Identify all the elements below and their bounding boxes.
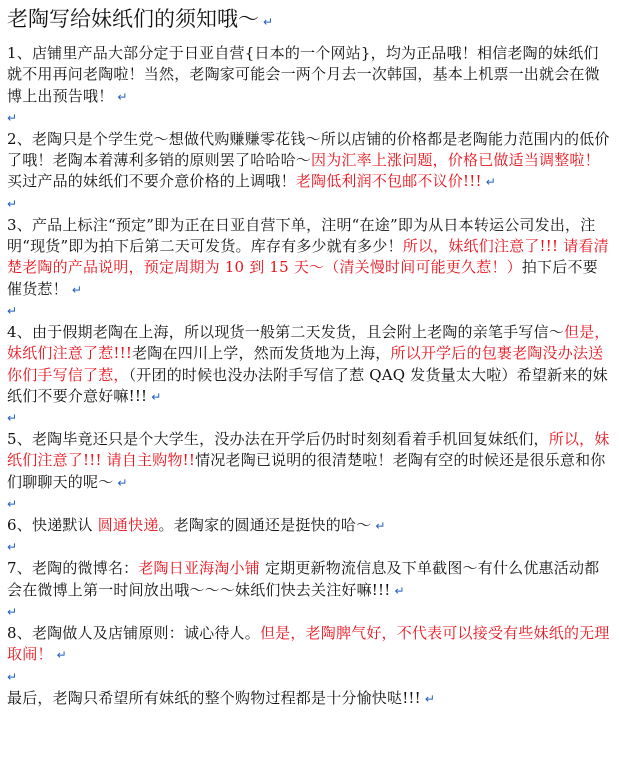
p6-highlight-1: 圆通快递 [97, 516, 159, 535]
empty-line [7, 494, 611, 515]
p5-highlight-1: 所以，妹纸们注意了!!! 请自主购物!! [7, 430, 610, 470]
paragraph-8 [7, 623, 611, 667]
paragraph-mark-icon: ↵ [485, 175, 496, 190]
paragraph-mark-icon: ↵ [56, 648, 67, 663]
p6-text-1: 6、快递默认 [7, 516, 93, 535]
p4-text-1: 4、由于假期老陶在上海，所以现货一般第二天发货，且会附上老陶的亲笔手写信～ [7, 322, 564, 341]
empty-line [7, 194, 611, 215]
paragraph-mark-icon: ↵ [151, 389, 162, 404]
paragraph-7 [7, 558, 611, 602]
paragraph-5 [7, 429, 611, 494]
p8-text-1: 8、老陶做人及店铺原则：诚心待人。 [7, 623, 260, 642]
paragraph-mark-icon: ↵ [71, 282, 83, 297]
empty-line [7, 537, 611, 558]
paragraph-9 [7, 688, 611, 710]
p8-highlight-1: 但是，老陶脾气好，不代表可以接受有些妹纸的无理取闹！ [7, 623, 610, 664]
p7-highlight-1: 老陶日亚海淘小铺 [138, 559, 260, 578]
p2-text-1: 2、老陶只是个学生党～想做代购赚赚零花钱～所以店铺的价格都是老陶能力范围内的低价了哦！老陶本着薄利多销的原则罢了哈哈哈～ [7, 129, 610, 170]
empty-line [7, 301, 611, 322]
paragraph-mark-icon: ↵ [117, 89, 128, 104]
paragraph-mark-icon: ↵ [7, 196, 18, 211]
p3-highlight-1: 所以，妹纸们注意了!!! 请看清楚老陶的产品说明，预定周期为 10 到 15 天～（清关慢时间可能更久惹！） [7, 237, 609, 277]
p2-highlight-2: 老陶低利润不包邮不议价!!! [295, 172, 482, 191]
paragraph-mark-icon: ↵ [7, 669, 18, 684]
paragraph-mark-icon: ↵ [7, 540, 18, 555]
paragraph-mark-icon: ↵ [7, 110, 18, 125]
p7-text-1: 7、老陶的微博名： [7, 559, 139, 578]
paragraph-mark-icon: ↵ [263, 15, 274, 29]
paragraph-2 [7, 129, 611, 194]
paragraph-mark-icon: ↵ [424, 691, 436, 706]
paragraph-3 [7, 215, 611, 301]
p6-text-2: 。老陶家的圆通还是挺快的哈～ [158, 516, 372, 535]
paragraph-6 [7, 515, 611, 537]
p4-highlight-2: 所以开学后的包裹老陶没办法送你们手写信了惹， [7, 344, 604, 384]
p4-highlight-1: 但是，妹纸们注意了惹!!! [7, 322, 610, 363]
p5-text-1: 5、老陶毕竟还只是个大学生，没办法在开学后仍时时刻刻看着手机回复妹纸们， [7, 430, 549, 449]
p1-text: 1、店铺里产品大部分定于日亚自营{日本的一个网站}，均为正品哦！相信老陶的妹纸们就不用再问老陶啦！当然，老陶家可能会一两个月去一次韩国，基本上机票一出就会在微博上出预告哦！ [7, 44, 600, 105]
paragraph-mark-icon: ↵ [7, 604, 18, 619]
empty-line [7, 108, 611, 129]
empty-line [7, 602, 611, 623]
title-text: 老陶写给妹纸们的须知哦～ [7, 7, 259, 31]
paragraph-1 [7, 43, 611, 108]
p3-text-2: 拍下后不要催货惹！ [7, 258, 598, 298]
paragraph-mark-icon: ↵ [7, 497, 18, 512]
p4-text-3: （开团的时候也没办法附手写信了惹 QAQ 发货量太大啦）希望新来的妹纸们不要介意好嘛!!! [7, 365, 608, 405]
page-title [7, 4, 611, 37]
paragraph-mark-icon: ↵ [117, 475, 128, 490]
empty-line [7, 408, 611, 429]
p3-text-1: 3、产品上标注“预定”即为正在日亚自营下单，注明“在途”即为从日本转运公司发出，注明“现货”即为拍下后第二天可发货。库存有多少就有多少！ [7, 215, 596, 256]
paragraph-mark-icon: ↵ [7, 411, 18, 426]
p5-text-2: 情况老陶已说明的很清楚啦！老陶有空的时候还是很乐意和你们聊聊天的呢～ [7, 451, 606, 491]
p9-text-1: 最后，老陶只希望所有妹纸的整个购物过程都是十分愉快哒!!! [7, 688, 421, 707]
paragraph-mark-icon: ↵ [394, 583, 405, 598]
empty-line [7, 667, 611, 688]
p2-text-2: 买过产品的妹纸们不要介意价格的上调哦！ [7, 172, 296, 191]
p4-text-2: 老陶在四川上学，然而发货地为上海， [132, 344, 391, 363]
paragraph-4 [7, 322, 611, 408]
p2-highlight-1: 因为汇率上涨问题，价格已做适当调整啦！ [311, 151, 600, 170]
p7-text-2: 定期更新物流信息及下单截图～有什么优惠活动都会在微博上第一时间放出哦～～～妹纸们快去关注好嘛!!! [7, 559, 600, 599]
paragraph-mark-icon: ↵ [7, 303, 18, 318]
paragraph-mark-icon: ↵ [375, 519, 386, 534]
